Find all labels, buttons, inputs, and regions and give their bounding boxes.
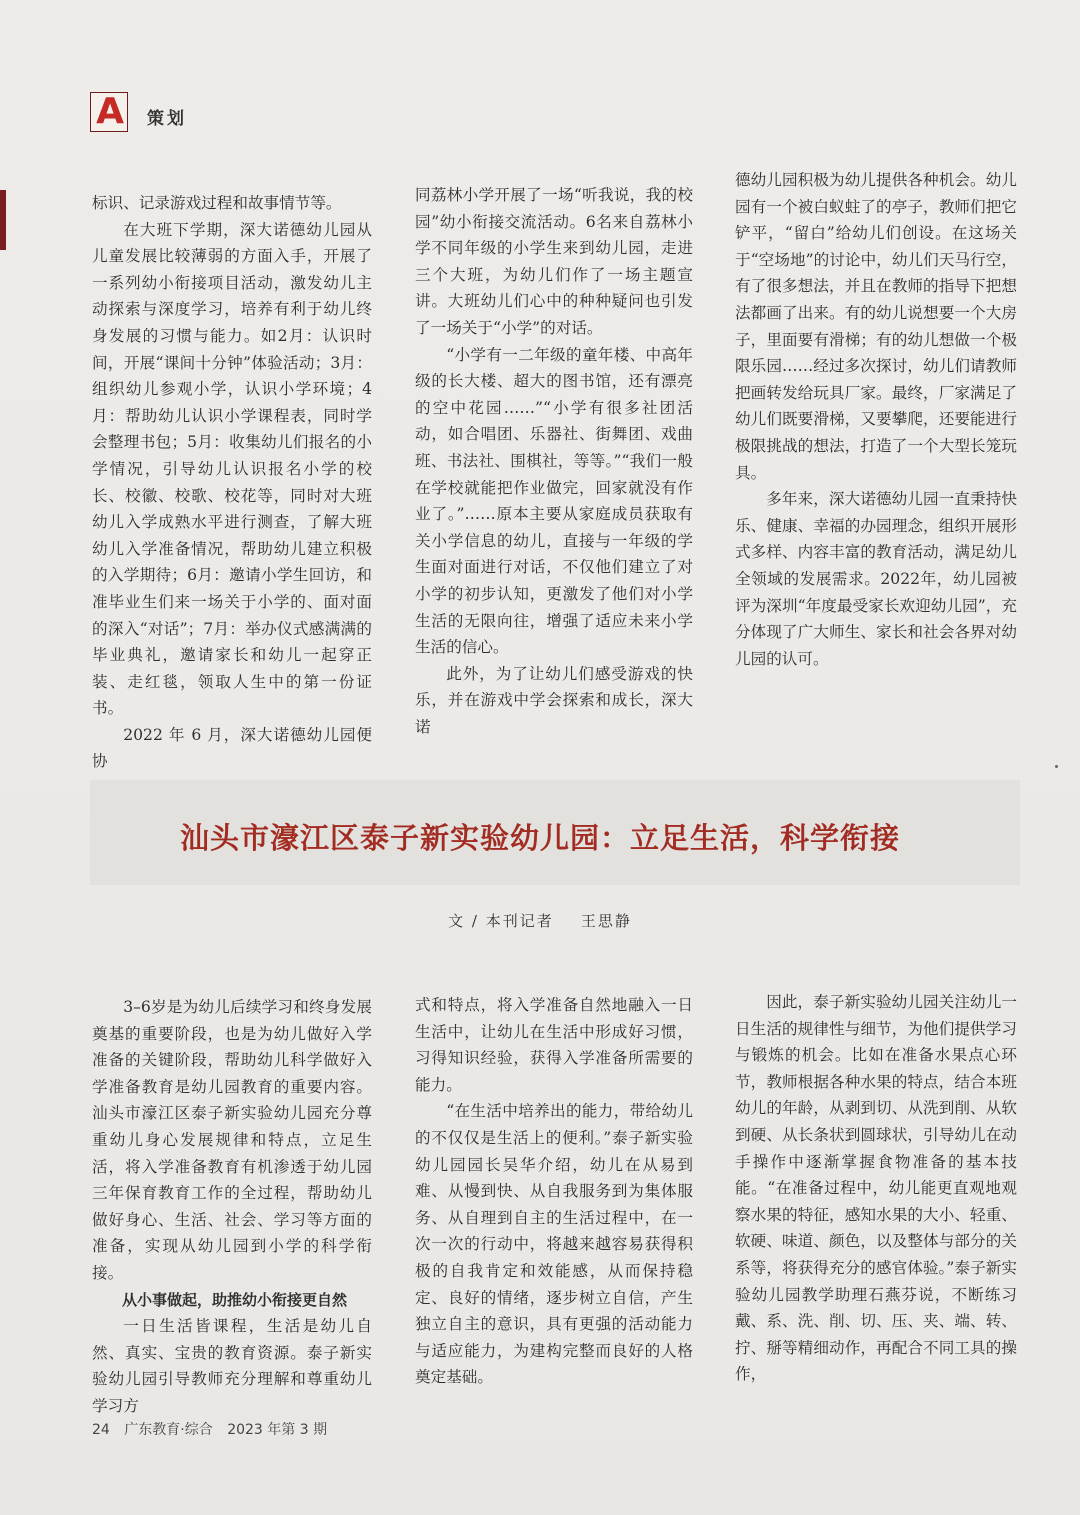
- byline-prefix: 文 / 本刊记者: [448, 912, 554, 930]
- paragraph: 此外，为了让幼儿们感受游戏的快乐，并在游戏中学会探索和成长，深大诺: [415, 664, 693, 736]
- paragraph: 多年来，深大诺德幼儿园一直秉持快乐、健康、幸福的办园理念，组织开展形式多样、内容丰富的教育活动，满足幼儿全领域的发展需求。2022年，幼儿园被评为深圳“年度最受家长欢迎幼儿园”，充分体现了广大师生、家长和社会各界对幼儿园的认可。: [735, 490, 1017, 668]
- section-letter: A: [96, 91, 124, 132]
- paragraph: 3–6岁是为幼儿后续学习和终身发展奠基的重要阶段，也是为幼儿做好入学准备的关键阶段，帮助幼儿科学做好入学准备教育是幼儿园教育的重要内容。汕头市濠江区泰子新实验幼儿园充分尊重幼儿身心发展规律和特点，立足生活，将入学准备教育有机渗透于幼儿园三年保育教育工作的全过程，帮助幼儿做好身心、生活、社会、学习等方面的准备，实现从幼儿园到小学的科学衔接。: [92, 998, 372, 1282]
- paragraph: 式和特点，将入学准备自然地融入一日生活中，让幼儿在生活中形成好习惯，习得知识经验，获得入学准备所需要的能力。: [415, 996, 693, 1094]
- paragraph: 德幼儿园积极为幼儿提供各种机会。幼儿园有一个被白蚁蛀了的亭子，教师们把它铲平，“留白”给幼儿们创设。在这场关于“空场地”的讨论中，幼儿们天马行空，有了很多想法，并且在教师的指导下把想法都画了出来。有的幼儿说想要一个大房子，里面要有滑梯；有的幼儿想做一个极限乐园……经过多次探讨，幼儿们请教师把画转发给玩具厂家。最终，厂家满足了幼儿们既要滑梯，又要攀爬，还要能进行极限挑战的想法，打造了一个大型长笼玩具。: [735, 171, 1017, 482]
- top-column-2: [415, 182, 693, 740]
- paragraph: “小学有一二年级的童年楼、中高年级的长大楼、超大的图书馆，还有漂亮的空中花园……”“小学有很多社团活动，如合唱团、乐器社、街舞团、戏曲班、书法社、围棋社，等等。”“我们一般在学校就能把作业做完，回家就没有作业了。”……原本主要从家庭成员获取有关小学信息的幼儿，直接与一年级的学生面对面进行对话，不仅他们建立了对小学的初步认知，更激发了他们对小学生活的无限向往，增强了适应未来小学生活的信心。: [415, 345, 693, 657]
- section-name: 策划: [147, 109, 187, 129]
- bottom-column-2: [415, 992, 693, 1391]
- paragraph: 一日生活皆课程，生活是幼儿自然、真实、宝贵的教育资源。泰子新实验幼儿园引导教师充分理解和尊重幼儿学习方: [92, 1317, 372, 1415]
- paragraph: 因此，泰子新实验幼儿园关注幼儿一日生活的规律性与细节，为他们提供学习与锻炼的机会。比如在准备水果点心环节，教师根据各种水果的特点，结合本班幼儿的年龄，从剥到切、从洗到削、从软到硬、从长条状到圆球状，引导幼儿在动手操作中逐渐掌握食物准备的基本技能。“在准备过程中，幼儿能更直观地观察水果的特征，感知水果的大小、轻重、软硬、味道、颜色，以及整体与部分的关系等，将获得充分的感官体验。”泰子新实验幼儿园教学助理石燕芬说，不断练习戴、系、洗、削、切、压、夹、端、转、拧、掰等精细动作，再配合不同工具的操作，: [735, 993, 1017, 1384]
- page-number: 24: [92, 1422, 110, 1438]
- paragraph: 2022 年 6 月，深大诺德幼儿园便协: [92, 725, 372, 771]
- paragraph: 在大班下学期，深大诺德幼儿园从儿童发展比较薄弱的方面入手，开展了一系列幼小衔接项目活动，激发幼儿主动探索与深度学习，培养有利于幼儿终身发展的习惯与能力。如2月：认识时间，开展“课间十分钟”体验活动；3月：组织幼儿参观小学，认识小学环境；4月：帮助幼儿认识小学课程表，同时学会整理书包；5月：收集幼儿们报名的小学情况，引导幼儿认识报名小学的校长、校徽、校歌、校花等，同时对大班幼儿入学成熟水平进行测查，了解大班幼儿入学准备情况，帮助幼儿建立积极的入学期待；6月：邀请小学生回访，和准毕业生们来一场关于小学的、面对面的深入“对话”；7月：举办仪式感满满的毕业典礼，邀请家长和幼儿一起穿正装、走红毯，领取人生中的第一份证书。: [92, 220, 372, 718]
- section-badge: [90, 92, 128, 132]
- article-title: 汕头市濠江区泰子新实验幼儿园：立足生活，科学衔接: [179, 821, 900, 855]
- top-column-1: [92, 190, 372, 775]
- page-edge-marker: [0, 190, 6, 250]
- paragraph: 同荔林小学开展了一场“听我说，我的校园”幼小衔接交流活动。6名来自荔林小学不同年级的小学生来到幼儿园，走进三个大班，为幼儿们作了一场主题宣讲。大班幼儿们心中的种种疑问也引发了一场关于“小学”的对话。: [415, 186, 693, 337]
- byline: [0, 910, 1080, 931]
- magazine-name: 广东教育·综合: [124, 1422, 213, 1438]
- subheading: 从小事做起，助推幼小衔接更自然: [122, 1290, 348, 1309]
- byline-author: 王思静: [580, 912, 632, 930]
- paragraph: 标识、记录游戏过程和故事情节等。: [92, 194, 342, 212]
- top-column-3: [735, 167, 1017, 672]
- bottom-column-1: [92, 994, 372, 1420]
- bottom-column-3: [735, 989, 1017, 1388]
- paragraph: “在生活中培养出的能力，带给幼儿的不仅仅是生活上的便利。”泰子新实验幼儿园园长吴华介绍，幼儿在从易到难、从慢到快、从自我服务到为集体服务、从自理到自主的生活过程中，在一次一次的行动中，将越来越容易获得积极的自我肯定和效能感，从而保持稳定、良好的情绪，逐步树立自信，产生独立自主的意识，具有更强的活动能力与适应能力，为建构完整而良好的人格奠定基础。: [415, 1102, 693, 1387]
- print-dot: [1055, 765, 1058, 768]
- issue-label: 2023 年第 3 期: [227, 1422, 328, 1438]
- page-footer: [92, 1419, 337, 1439]
